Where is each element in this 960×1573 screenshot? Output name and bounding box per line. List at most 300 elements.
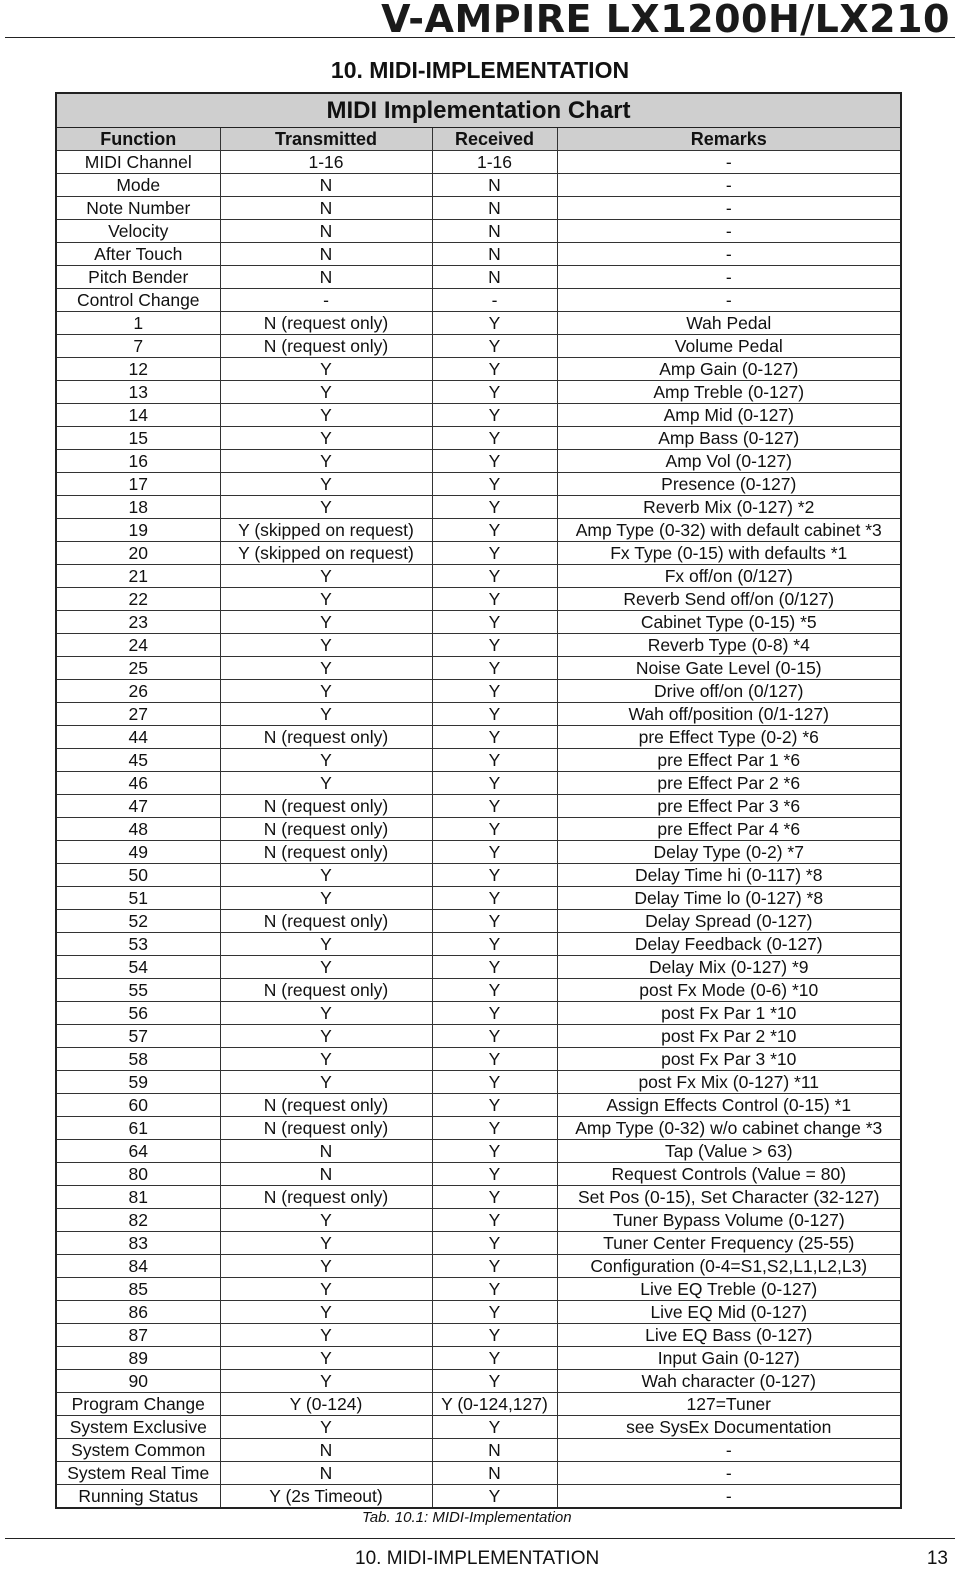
cell-remarks: Assign Effects Control (0-15) *1 [557, 1094, 900, 1117]
cell-remarks: - [557, 289, 900, 312]
cell-transmitted: Y [220, 1209, 432, 1232]
cell-received: N [432, 1439, 557, 1462]
cell-remarks: Delay Time lo (0-127) *8 [557, 887, 900, 910]
cell-transmitted: N (request only) [220, 841, 432, 864]
cell-remarks: - [557, 266, 900, 289]
cell-received: Y [432, 979, 557, 1002]
table-row [57, 1002, 900, 1025]
header-rule [5, 37, 955, 38]
cell-received: Y [432, 496, 557, 519]
table-row [57, 979, 900, 1002]
cell-function: 15 [57, 427, 220, 450]
cell-received: Y [432, 519, 557, 542]
cell-remarks: Amp Bass (0-127) [557, 427, 900, 450]
table-row [57, 1347, 900, 1370]
cell-function: 27 [57, 703, 220, 726]
cell-transmitted: Y [220, 1324, 432, 1347]
cell-function: 45 [57, 749, 220, 772]
cell-remarks: post Fx Par 1 *10 [557, 1002, 900, 1025]
table-row [57, 749, 900, 772]
table-row [57, 634, 900, 657]
cell-function: 55 [57, 979, 220, 1002]
cell-remarks: Input Gain (0-127) [557, 1347, 900, 1370]
table-row [57, 381, 900, 404]
chart-title: MIDI Implementation Chart [57, 94, 900, 128]
table-row [57, 772, 900, 795]
cell-received: Y [432, 703, 557, 726]
cell-function: 23 [57, 611, 220, 634]
cell-received: Y [432, 1163, 557, 1186]
cell-remarks: Live EQ Bass (0-127) [557, 1324, 900, 1347]
table-row [57, 795, 900, 818]
cell-remarks: Tuner Bypass Volume (0-127) [557, 1209, 900, 1232]
table-row [57, 611, 900, 634]
cell-transmitted: Y [220, 749, 432, 772]
table-row [57, 841, 900, 864]
cell-function: 90 [57, 1370, 220, 1393]
cell-function: 81 [57, 1186, 220, 1209]
cell-remarks: Amp Vol (0-127) [557, 450, 900, 473]
table-row [57, 1186, 900, 1209]
cell-transmitted: Y [220, 703, 432, 726]
cell-received: Y [432, 1117, 557, 1140]
cell-transmitted: Y [220, 381, 432, 404]
cell-transmitted: N [220, 1163, 432, 1186]
cell-received: Y [432, 1416, 557, 1439]
table-row [57, 1140, 900, 1163]
cell-received: Y [432, 1002, 557, 1025]
table-row [57, 1370, 900, 1393]
cell-received: N [432, 1462, 557, 1485]
table-row [57, 864, 900, 887]
cell-function: 47 [57, 795, 220, 818]
cell-function: 7 [57, 335, 220, 358]
cell-transmitted: Y [220, 588, 432, 611]
cell-received: Y [432, 1140, 557, 1163]
cell-function: 84 [57, 1255, 220, 1278]
cell-transmitted: Y [220, 634, 432, 657]
table-row [57, 289, 900, 312]
cell-remarks: Delay Feedback (0-127) [557, 933, 900, 956]
table-row [57, 197, 900, 220]
cell-received: Y [432, 933, 557, 956]
cell-transmitted: Y [220, 657, 432, 680]
table-row [57, 1439, 900, 1462]
cell-function: 24 [57, 634, 220, 657]
cell-received: Y [432, 1301, 557, 1324]
cell-received: Y [432, 772, 557, 795]
cell-function: Note Number [57, 197, 220, 220]
cell-transmitted: N (request only) [220, 1094, 432, 1117]
table-row [57, 818, 900, 841]
table-row [57, 404, 900, 427]
cell-transmitted: Y [220, 772, 432, 795]
cell-remarks: post Fx Par 2 *10 [557, 1025, 900, 1048]
cell-received: Y [432, 749, 557, 772]
cell-received: Y [432, 1370, 557, 1393]
table-row [57, 1117, 900, 1140]
cell-transmitted: N [220, 174, 432, 197]
cell-transmitted: N (request only) [220, 335, 432, 358]
cell-remarks: Delay Time hi (0-117) *8 [557, 864, 900, 887]
cell-transmitted: N (request only) [220, 312, 432, 335]
table-row [57, 473, 900, 496]
cell-function: 56 [57, 1002, 220, 1025]
cell-received: Y [432, 1025, 557, 1048]
cell-received: Y [432, 450, 557, 473]
cell-function: 85 [57, 1278, 220, 1301]
cell-remarks: Fx off/on (0/127) [557, 565, 900, 588]
cell-remarks: Amp Mid (0-127) [557, 404, 900, 427]
cell-function: 57 [57, 1025, 220, 1048]
table-row [57, 1094, 900, 1117]
cell-transmitted: N [220, 1140, 432, 1163]
cell-transmitted: Y [220, 404, 432, 427]
cell-remarks: - [557, 197, 900, 220]
cell-transmitted: Y [220, 1416, 432, 1439]
cell-transmitted: N [220, 1462, 432, 1485]
cell-function: Control Change [57, 289, 220, 312]
table-row [57, 887, 900, 910]
cell-received: Y (0-124,127) [432, 1393, 557, 1416]
cell-transmitted: Y [220, 358, 432, 381]
cell-transmitted: Y [220, 1071, 432, 1094]
cell-function: 22 [57, 588, 220, 611]
cell-received: Y [432, 1347, 557, 1370]
cell-received: Y [432, 841, 557, 864]
cell-received: Y [432, 657, 557, 680]
cell-remarks: Drive off/on (0/127) [557, 680, 900, 703]
cell-function: 89 [57, 1347, 220, 1370]
cell-function: After Touch [57, 243, 220, 266]
cell-transmitted: Y [220, 473, 432, 496]
cell-transmitted: Y [220, 427, 432, 450]
cell-transmitted: Y [220, 496, 432, 519]
table-row [57, 1048, 900, 1071]
cell-transmitted: Y [220, 1301, 432, 1324]
cell-received: Y [432, 611, 557, 634]
table-row [57, 266, 900, 289]
cell-transmitted: N [220, 220, 432, 243]
cell-function: 50 [57, 864, 220, 887]
cell-remarks: Configuration (0-4=S1,S2,L1,L2,L3) [557, 1255, 900, 1278]
cell-received: Y [432, 1186, 557, 1209]
cell-received: N [432, 266, 557, 289]
cell-function: 25 [57, 657, 220, 680]
cell-function: 16 [57, 450, 220, 473]
table-caption: Tab. 10.1: MIDI-Implementation [362, 1509, 572, 1526]
cell-received: N [432, 174, 557, 197]
cell-function: 17 [57, 473, 220, 496]
midi-table [57, 128, 900, 1507]
table-row [57, 1163, 900, 1186]
table-row [57, 496, 900, 519]
cell-transmitted: Y [220, 680, 432, 703]
cell-transmitted: N [220, 243, 432, 266]
table-row [57, 657, 900, 680]
table-row [57, 956, 900, 979]
section-title: 10. MIDI-IMPLEMENTATION [330, 57, 630, 83]
cell-function: 44 [57, 726, 220, 749]
cell-function: 61 [57, 1117, 220, 1140]
cell-received: Y [432, 1232, 557, 1255]
cell-received: Y [432, 542, 557, 565]
footer-rule [5, 1538, 955, 1539]
cell-received: Y [432, 887, 557, 910]
table-row [57, 565, 900, 588]
cell-transmitted: Y [220, 611, 432, 634]
cell-remarks: Delay Type (0-2) *7 [557, 841, 900, 864]
table-row [57, 680, 900, 703]
cell-transmitted: N [220, 197, 432, 220]
cell-function: MIDI Channel [57, 151, 220, 174]
cell-transmitted: Y [220, 956, 432, 979]
cell-received: Y [432, 1094, 557, 1117]
cell-function: Mode [57, 174, 220, 197]
cell-remarks: 127=Tuner [557, 1393, 900, 1416]
midi-implementation-chart [55, 92, 902, 1509]
cell-transmitted: Y [220, 1370, 432, 1393]
cell-remarks: Wah off/position (0/1-127) [557, 703, 900, 726]
cell-transmitted: Y [220, 565, 432, 588]
cell-received: Y [432, 358, 557, 381]
cell-transmitted: Y [220, 864, 432, 887]
table-row [57, 542, 900, 565]
table-row [57, 151, 900, 174]
cell-function: 21 [57, 565, 220, 588]
cell-received: Y [432, 1209, 557, 1232]
table-row [57, 1232, 900, 1255]
cell-transmitted: Y (0-124) [220, 1393, 432, 1416]
cell-function: 53 [57, 933, 220, 956]
cell-remarks: Live EQ Treble (0-127) [557, 1278, 900, 1301]
cell-remarks: Delay Mix (0-127) *9 [557, 956, 900, 979]
cell-remarks: pre Effect Par 2 *6 [557, 772, 900, 795]
table-row [57, 220, 900, 243]
table-row [57, 243, 900, 266]
cell-function: System Common [57, 1439, 220, 1462]
cell-received: - [432, 289, 557, 312]
table-row [57, 910, 900, 933]
cell-received: Y [432, 1071, 557, 1094]
cell-received: Y [432, 335, 557, 358]
table-row [57, 519, 900, 542]
cell-function: 54 [57, 956, 220, 979]
cell-transmitted: Y (skipped on request) [220, 542, 432, 565]
cell-function: 13 [57, 381, 220, 404]
table-row [57, 933, 900, 956]
cell-received: Y [432, 381, 557, 404]
cell-transmitted: N (request only) [220, 795, 432, 818]
cell-received: Y [432, 956, 557, 979]
cell-transmitted: Y [220, 1278, 432, 1301]
cell-transmitted: N [220, 266, 432, 289]
table-row [57, 726, 900, 749]
cell-remarks: - [557, 243, 900, 266]
cell-received: Y [432, 588, 557, 611]
cell-function: 59 [57, 1071, 220, 1094]
cell-transmitted: N (request only) [220, 818, 432, 841]
cell-remarks: - [557, 1439, 900, 1462]
cell-remarks: post Fx Mode (0-6) *10 [557, 979, 900, 1002]
cell-remarks: Presence (0-127) [557, 473, 900, 496]
cell-remarks: Amp Treble (0-127) [557, 381, 900, 404]
cell-function: Running Status [57, 1485, 220, 1508]
cell-received: N [432, 197, 557, 220]
table-row [57, 174, 900, 197]
cell-remarks: Set Pos (0-15), Set Character (32-127) [557, 1186, 900, 1209]
cell-received: Y [432, 1048, 557, 1071]
cell-received: N [432, 220, 557, 243]
cell-received: Y [432, 818, 557, 841]
table-row [57, 1393, 900, 1416]
cell-transmitted: Y [220, 1048, 432, 1071]
cell-function: 18 [57, 496, 220, 519]
cell-remarks: - [557, 1462, 900, 1485]
cell-remarks: Fx Type (0-15) with defaults *1 [557, 542, 900, 565]
cell-function: 51 [57, 887, 220, 910]
cell-remarks: pre Effect Par 4 *6 [557, 818, 900, 841]
cell-function: 46 [57, 772, 220, 795]
cell-remarks: Amp Gain (0-127) [557, 358, 900, 381]
cell-transmitted: Y [220, 1255, 432, 1278]
cell-function: 64 [57, 1140, 220, 1163]
cell-transmitted: Y (skipped on request) [220, 519, 432, 542]
column-header-function: Function [57, 128, 220, 151]
cell-function: Pitch Bender [57, 266, 220, 289]
table-header-row [57, 128, 900, 151]
table-row [57, 1462, 900, 1485]
cell-received: Y [432, 726, 557, 749]
table-row [57, 358, 900, 381]
cell-remarks: Volume Pedal [557, 335, 900, 358]
cell-received: Y [432, 473, 557, 496]
cell-function: 83 [57, 1232, 220, 1255]
cell-received: Y [432, 864, 557, 887]
cell-function: 14 [57, 404, 220, 427]
cell-remarks: pre Effect Par 1 *6 [557, 749, 900, 772]
cell-remarks: Wah Pedal [557, 312, 900, 335]
cell-function: 58 [57, 1048, 220, 1071]
cell-transmitted: - [220, 289, 432, 312]
cell-function: 60 [57, 1094, 220, 1117]
table-row [57, 1301, 900, 1324]
table-row [57, 588, 900, 611]
cell-remarks: post Fx Mix (0-127) *11 [557, 1071, 900, 1094]
cell-function: Velocity [57, 220, 220, 243]
cell-transmitted: Y (2s Timeout) [220, 1485, 432, 1508]
table-row [57, 450, 900, 473]
cell-remarks: Reverb Type (0-8) *4 [557, 634, 900, 657]
cell-remarks: Reverb Mix (0-127) *2 [557, 496, 900, 519]
cell-function: 49 [57, 841, 220, 864]
cell-received: Y [432, 910, 557, 933]
cell-received: Y [432, 1324, 557, 1347]
table-row [57, 312, 900, 335]
cell-remarks: - [557, 220, 900, 243]
cell-function: 26 [57, 680, 220, 703]
cell-received: Y [432, 427, 557, 450]
cell-transmitted: Y [220, 1002, 432, 1025]
cell-transmitted: N (request only) [220, 979, 432, 1002]
cell-received: Y [432, 634, 557, 657]
cell-remarks: post Fx Par 3 *10 [557, 1048, 900, 1071]
table-row [57, 1485, 900, 1508]
cell-received: Y [432, 312, 557, 335]
cell-received: Y [432, 1255, 557, 1278]
cell-transmitted: Y [220, 1025, 432, 1048]
cell-function: System Exclusive [57, 1416, 220, 1439]
cell-remarks: Live EQ Mid (0-127) [557, 1301, 900, 1324]
cell-remarks: - [557, 174, 900, 197]
cell-function: 52 [57, 910, 220, 933]
cell-received: Y [432, 1485, 557, 1508]
cell-received: 1-16 [432, 151, 557, 174]
table-row [57, 1025, 900, 1048]
cell-function: 20 [57, 542, 220, 565]
table-row [57, 703, 900, 726]
cell-function: Program Change [57, 1393, 220, 1416]
cell-received: N [432, 243, 557, 266]
cell-remarks: Tap (Value > 63) [557, 1140, 900, 1163]
table-row [57, 1416, 900, 1439]
cell-function: 87 [57, 1324, 220, 1347]
cell-transmitted: Y [220, 887, 432, 910]
cell-remarks: pre Effect Type (0-2) *6 [557, 726, 900, 749]
cell-received: Y [432, 680, 557, 703]
cell-remarks: - [557, 151, 900, 174]
table-row [57, 1324, 900, 1347]
table-row [57, 1071, 900, 1094]
table-row [57, 1209, 900, 1232]
cell-received: Y [432, 795, 557, 818]
cell-remarks: Wah character (0-127) [557, 1370, 900, 1393]
cell-function: 19 [57, 519, 220, 542]
cell-remarks: Reverb Send off/on (0/127) [557, 588, 900, 611]
cell-function: 1 [57, 312, 220, 335]
footer-section: 10. MIDI-IMPLEMENTATION [355, 1548, 600, 1569]
cell-transmitted: Y [220, 933, 432, 956]
cell-transmitted: Y [220, 1232, 432, 1255]
cell-remarks: Noise Gate Level (0-15) [557, 657, 900, 680]
cell-transmitted: N (request only) [220, 1117, 432, 1140]
cell-remarks: - [557, 1485, 900, 1508]
cell-remarks: Tuner Center Frequency (25-55) [557, 1232, 900, 1255]
cell-transmitted: N (request only) [220, 910, 432, 933]
page-number: 13 [926, 1548, 948, 1569]
cell-received: Y [432, 565, 557, 588]
cell-function: 86 [57, 1301, 220, 1324]
cell-function: 82 [57, 1209, 220, 1232]
cell-remarks: Delay Spread (0-127) [557, 910, 900, 933]
cell-transmitted: Y [220, 450, 432, 473]
cell-function: 48 [57, 818, 220, 841]
table-row [57, 427, 900, 450]
brand-title: V-AMPIRE LX1200H/LX210 [381, 0, 950, 41]
table-row [57, 1278, 900, 1301]
cell-transmitted: N (request only) [220, 1186, 432, 1209]
cell-remarks: Amp Type (0-32) with default cabinet *3 [557, 519, 900, 542]
cell-remarks: Cabinet Type (0-15) *5 [557, 611, 900, 634]
column-header-transmitted: Transmitted [220, 128, 432, 151]
cell-function: System Real Time [57, 1462, 220, 1485]
table-row [57, 335, 900, 358]
column-header-received: Received [432, 128, 557, 151]
cell-function: 80 [57, 1163, 220, 1186]
cell-function: 12 [57, 358, 220, 381]
cell-remarks: Amp Type (0-32) w/o cabinet change *3 [557, 1117, 900, 1140]
cell-remarks: pre Effect Par 3 *6 [557, 795, 900, 818]
